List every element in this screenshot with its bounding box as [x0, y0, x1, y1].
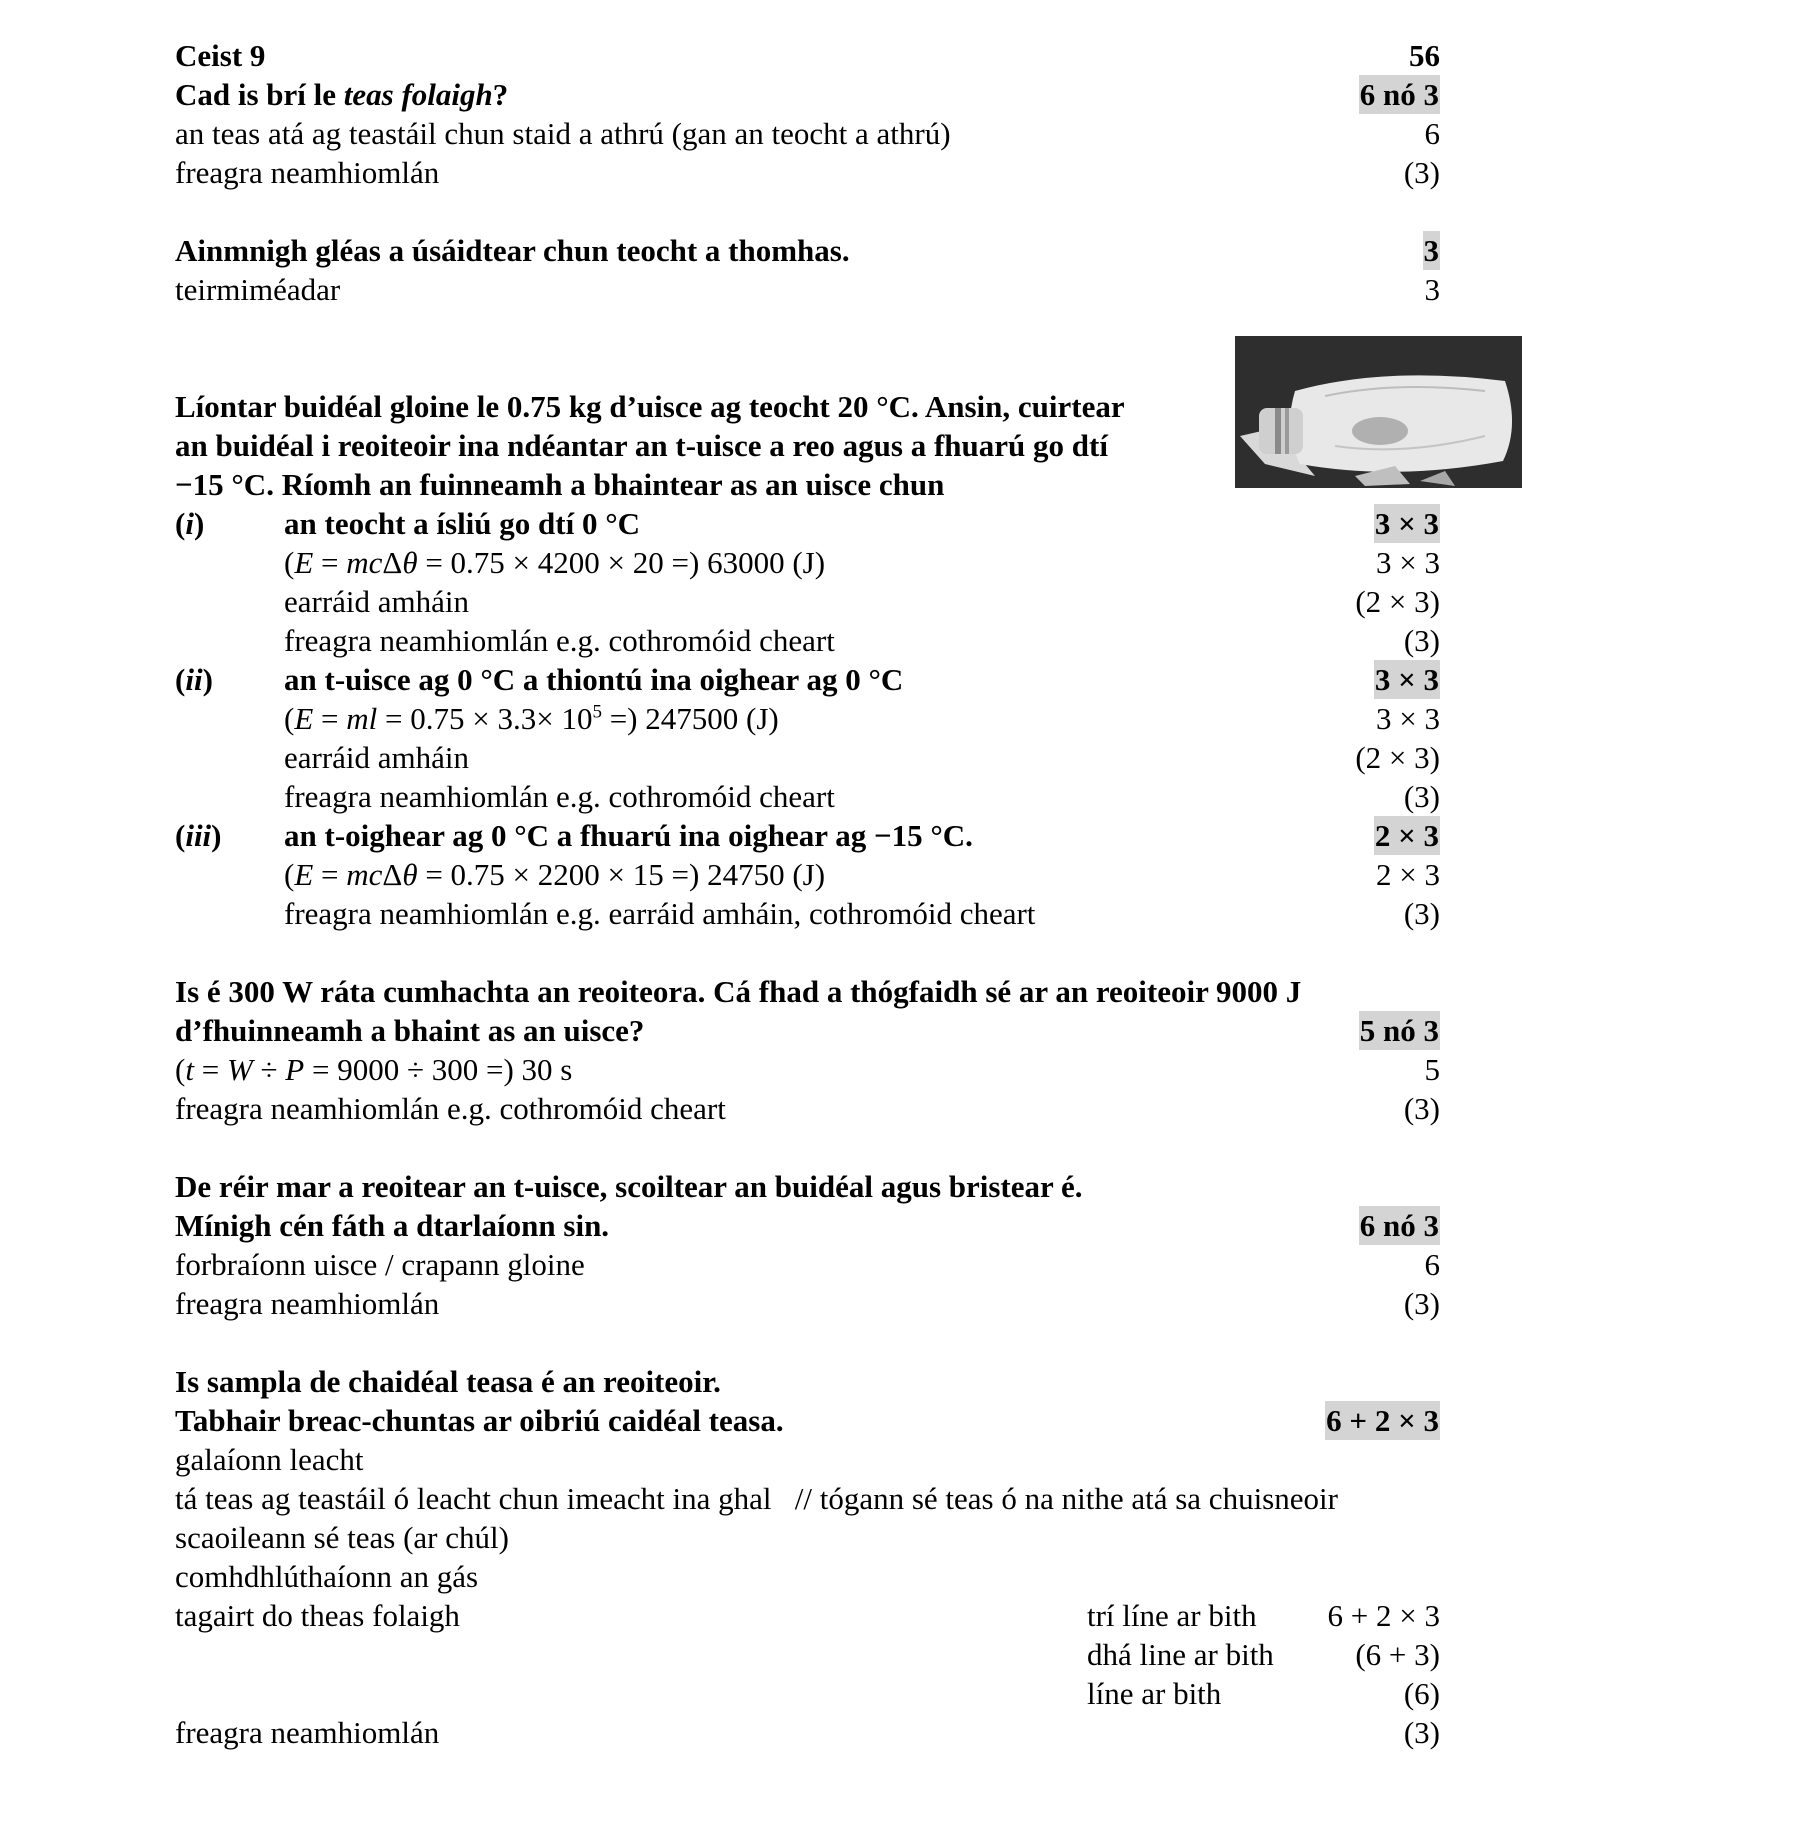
criteria-mark: (6) [1403, 1676, 1440, 1711]
prompt-text: ? [492, 77, 509, 112]
bottle-intro-line [175, 465, 1440, 504]
marks-badge: 3 [1423, 233, 1439, 268]
bottle-breaks-prompt-line [175, 1167, 1440, 1206]
answer-mark: (3) [1403, 896, 1440, 931]
heat-pump-prompt-line [175, 1401, 1440, 1440]
answer-line [175, 1050, 1440, 1089]
prompt-text: Cad is brí le [175, 77, 344, 112]
answer-mark: 2 × 3 [1376, 857, 1440, 892]
answer-mark: 6 [1424, 116, 1440, 151]
answer-mark: 3 × 3 [1376, 701, 1440, 736]
answer-line [175, 1596, 1440, 1635]
answer-line [175, 543, 1440, 582]
answer-text: tagairt do theas folaigh [175, 1598, 460, 1633]
heat-pump-prompt-line [175, 1362, 1440, 1401]
answer-mark: (3) [1403, 623, 1440, 658]
prompt-text: Ainmnigh gléas a úsáidtear chun teocht a thomhas. [175, 233, 850, 268]
sub-label: (iii) [175, 818, 222, 853]
answer-line [175, 1245, 1440, 1284]
answer-line [175, 1284, 1440, 1323]
answer-line [175, 855, 1440, 894]
answer-line [175, 1089, 1440, 1128]
answer-line [175, 894, 1440, 933]
formula: (E = mcΔθ = 0.75 × 2200 × 15 =) 24750 (J) [284, 857, 826, 892]
answer-text: forbraíonn uisce / crapann gloine [175, 1247, 585, 1282]
prompt-term: teas folaigh [343, 77, 493, 112]
answer-line [175, 1518, 1440, 1557]
prompt-text: an buidéal i reoiteoir ina ndéantar an t-uisce a reo agus a fhuarú go dtí [175, 428, 1108, 463]
answer-mark: 3 × 3 [1376, 545, 1440, 580]
answer-text: galaíonn leacht [175, 1442, 364, 1477]
prompt-text: Mínigh cén fáth a dtarlaíonn sin. [175, 1208, 610, 1243]
answer-mark: (3) [1403, 1715, 1440, 1750]
answer-line [175, 582, 1440, 621]
answer-line [175, 153, 1440, 192]
latent-heat-prompt [175, 75, 1440, 114]
answer-mark: 6 [1424, 1247, 1440, 1282]
sub-question-iii [175, 816, 1440, 855]
prompt-text: Is é 300 W ráta cumhachta an reoiteora. Cá fhad a thógfaidh sé ar an reoiteoir 9000 J [175, 974, 1302, 1009]
answer-line [175, 114, 1440, 153]
prompt-text: Tabhair breac-chuntas ar oibriú caidéal teasa. [175, 1403, 784, 1438]
prompt-text: De réir mar a reoitear an t-uisce, scoiltear an buidéal agus bristear é. [175, 1169, 1083, 1204]
question-header [175, 36, 1440, 75]
criteria-line [175, 1674, 1440, 1713]
answer-text: freagra neamhiomlán [175, 1286, 440, 1321]
answer-text: tá teas ag teastáil ó leacht chun imeacht ina ghal // tógann sé teas ó na nithe atá sa chuisneoir [175, 1481, 1338, 1516]
answer-text: freagra neamhiomlán [175, 155, 440, 190]
answer-text: teirmiméadar [175, 272, 341, 307]
prompt-text: −15 °C. Ríomh an fuinneamh a bhaintear as an uisce chun [175, 467, 945, 502]
criteria-mark: (6 + 3) [1355, 1637, 1440, 1672]
sub-label: (i) [175, 506, 205, 541]
answer-line [175, 621, 1440, 660]
answer-text: freagra neamhiomlán e.g. cothromóid cheart [175, 1091, 726, 1126]
sub-question-i [175, 504, 1440, 543]
answer-line [175, 1713, 1440, 1752]
answer-line [175, 1479, 1440, 1518]
marks-badge: 6 nó 3 [1359, 77, 1439, 112]
answer-text: an teas atá ag teastáil chun staid a athrú (gan an teocht a athrú) [175, 116, 951, 151]
answer-text: freagra neamhiomlán e.g. cothromóid cheart [284, 779, 835, 814]
answer-text: comhdhlúthaíonn an gás [175, 1559, 479, 1594]
criteria-mark: 6 + 2 × 3 [1327, 1598, 1440, 1633]
criteria-label: dhá line ar bith [1087, 1637, 1274, 1672]
answer-mark: (3) [1403, 1286, 1440, 1321]
prompt-text: an teocht a ísliú go dtí 0 °C [284, 506, 641, 541]
sub-question-ii [175, 660, 1440, 699]
thermometer-prompt [175, 231, 1440, 270]
formula: (E = mcΔθ = 0.75 × 4200 × 20 =) 63000 (J) [284, 545, 826, 580]
answer-line [175, 270, 1440, 309]
prompt-text: d’fhuinneamh a bhaint as an uisce? [175, 1013, 645, 1048]
formula: (E = ml = $0.75 \times 3.3\times 10^5$ =) 247500 (J) [284, 701, 779, 736]
bottle-intro-line [175, 426, 1440, 465]
answer-mark: (3) [1403, 155, 1440, 190]
answer-text: scaoileann sé teas (ar chúl) [175, 1520, 509, 1555]
sub-label: (ii) [175, 662, 213, 697]
answer-mark: (2 × 3) [1355, 584, 1440, 619]
marks-badge: 3 × 3 [1374, 506, 1439, 541]
answer-line [175, 699, 1440, 738]
answer-line [175, 738, 1440, 777]
answer-mark: 5 [1424, 1052, 1440, 1087]
answer-mark: (2 × 3) [1355, 740, 1440, 775]
answer-mark: (3) [1403, 779, 1440, 814]
marks-badge: 3 × 3 [1374, 662, 1439, 697]
formula: (t = W ÷ P = 9000 ÷ 300 =) 30 s [175, 1052, 573, 1087]
answer-text: freagra neamhiomlán e.g. cothromóid cheart [284, 623, 835, 658]
answer-text: freagra neamhiomlán [175, 1715, 440, 1750]
prompt-text: Is sampla de chaidéal teasa é an reoiteoir. [175, 1364, 721, 1399]
bottle-breaks-prompt-line [175, 1206, 1440, 1245]
prompt-text: an t-oighear ag 0 °C a fhuarú ina oighear ag −15 °C. [284, 818, 973, 853]
marks-badge: 5 nó 3 [1359, 1013, 1439, 1048]
marks-badge: 6 + 2 × 3 [1326, 1403, 1439, 1438]
marks-badge: 2 × 3 [1374, 818, 1439, 853]
marking-scheme-page [175, 36, 1440, 1752]
answer-mark: (3) [1403, 1091, 1440, 1126]
question-title: Ceist 9 [175, 38, 266, 73]
answer-line [175, 1557, 1440, 1596]
prompt-text: Líontar buidéal gloine le 0.75 kg d’uisce ag teocht 20 °C. Ansin, cuirtear [175, 389, 1125, 424]
marks-badge: 6 nó 3 [1359, 1208, 1439, 1243]
answer-mark: 3 [1424, 272, 1440, 307]
power-prompt-line [175, 1011, 1440, 1050]
power-prompt-line [175, 972, 1440, 1011]
criteria-line [175, 1635, 1440, 1674]
prompt-text: an t-uisce ag 0 °C a thiontú ina oighear ag 0 °C [284, 662, 904, 697]
question-total-marks: 56 [1409, 38, 1440, 73]
bottle-intro-line [175, 387, 1440, 426]
answer-text: earráid amháin [284, 584, 470, 619]
answer-line [175, 1440, 1440, 1479]
answer-text: earráid amháin [284, 740, 470, 775]
answer-line [175, 777, 1440, 816]
criteria-label: líne ar bith [1087, 1676, 1222, 1711]
answer-text: freagra neamhiomlán e.g. earráid amháin, cothromóid cheart [284, 896, 1036, 931]
criteria-label: trí líne ar bith [1087, 1598, 1257, 1633]
